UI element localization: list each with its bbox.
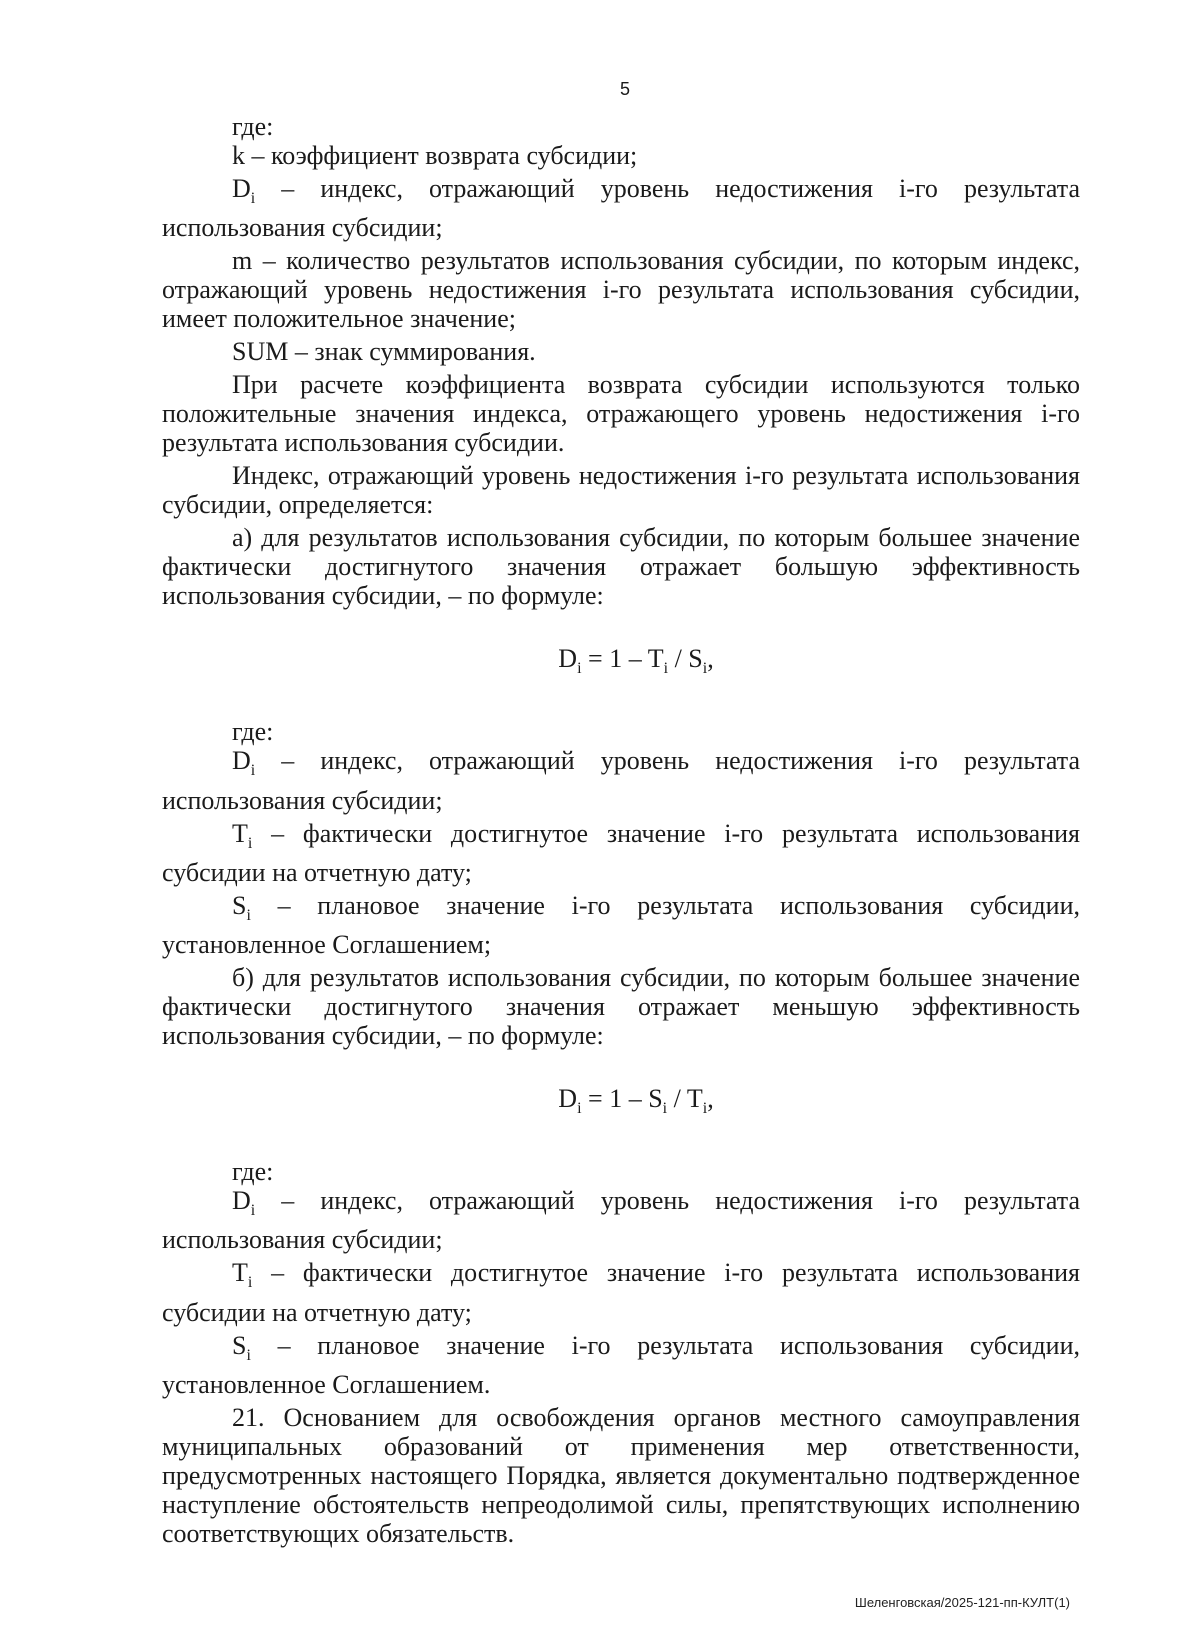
definition-d: $D_i$ – индекс, отражающий уровень недостижения i-го результата использования субсидии; <box>162 746 1080 815</box>
where-label: где: <box>232 717 274 747</box>
definition-s: $S_i$ – плановое значение i-го результата использования субсидии, установленное Соглашением; <box>162 890 1080 959</box>
paragraph-21: 21. Основанием для освобождения органов местного самоуправления муниципальных образований от применения мер ответственности, предусмотренных настоящего Порядка, является документально подтвержденное наступление обстоятельств непреодолимой силы, препятствующих исполнению соответствующих обязательств. <box>162 1402 1080 1548</box>
where-label: где: <box>232 1157 274 1187</box>
symbol-s: $S_i$ <box>232 890 251 924</box>
definition-t: $T_i$ – фактически достигнутое значение i-го результата использования субсидии на отчетную дату; <box>162 1258 1080 1327</box>
page-number: 5 <box>619 79 630 99</box>
where-label: где: <box>232 112 274 141</box>
formula-a: $D_i = 1 - T_i / S_i$, <box>558 644 714 678</box>
formula-b: $D_i = 1 - S_i / T_i$, <box>558 1083 714 1118</box>
definition-d: $D_i$ – индекс, отражающий уровень недостижения i-го результата использования субсидии; <box>162 174 1080 243</box>
paragraph-index-determination: Индекс, отражающий уровень недостижения i-го результата использования субсидии, определяется: <box>162 461 1080 520</box>
symbol-d: $D_i$ <box>232 174 256 208</box>
document-footer-code: Шеленговская/2025-121-пп-КУЛТ(1) <box>854 1595 1070 1610</box>
symbol-t: $T_i$ <box>232 818 253 852</box>
symbol-d: $D_i$ <box>232 1186 256 1220</box>
paragraph-b: б) для результатов использования субсидии, по которым большее значение фактически достигнутого значения отражает меньшую эффективность использования субсидии, – по формуле: <box>162 962 1080 1050</box>
definition-m: m – количество результатов использования субсидии, по которым индекс, отражающий уровень недостижения i-го результата использования субсидии, имеет положительное значение; <box>162 246 1080 334</box>
document-body <box>162 112 1080 1552</box>
definition-s: $S_i$ – плановое значение i-го результата использования субсидии, установленное Соглашением. <box>162 1330 1080 1399</box>
definition-k: k – коэффициент возврата субсидии; <box>232 141 638 170</box>
paragraph-a: а) для результатов использования субсидии, по которым большее значение фактически достигнутого значения отражает большую эффективность использования субсидии, – по формуле: <box>162 523 1080 611</box>
paragraph-positive-values: При расчете коэффициента возврата субсидии используются только положительные значения индекса, отражающего уровень недостижения i-го результата использования субсидии. <box>162 370 1080 458</box>
symbol-s: $S_i$ <box>232 1330 251 1364</box>
symbol-d: $D_i$ <box>232 746 256 780</box>
symbol-t: $T_i$ <box>232 1258 253 1292</box>
definition-sum: SUM – знак суммирования. <box>232 337 536 367</box>
definition-t: $T_i$ – фактически достигнутое значение i-го результата использования субсидии на отчетную дату; <box>162 818 1080 887</box>
definition-d: $D_i$ – индекс, отражающий уровень недостижения i-го результата использования субсидии; <box>162 1186 1080 1255</box>
